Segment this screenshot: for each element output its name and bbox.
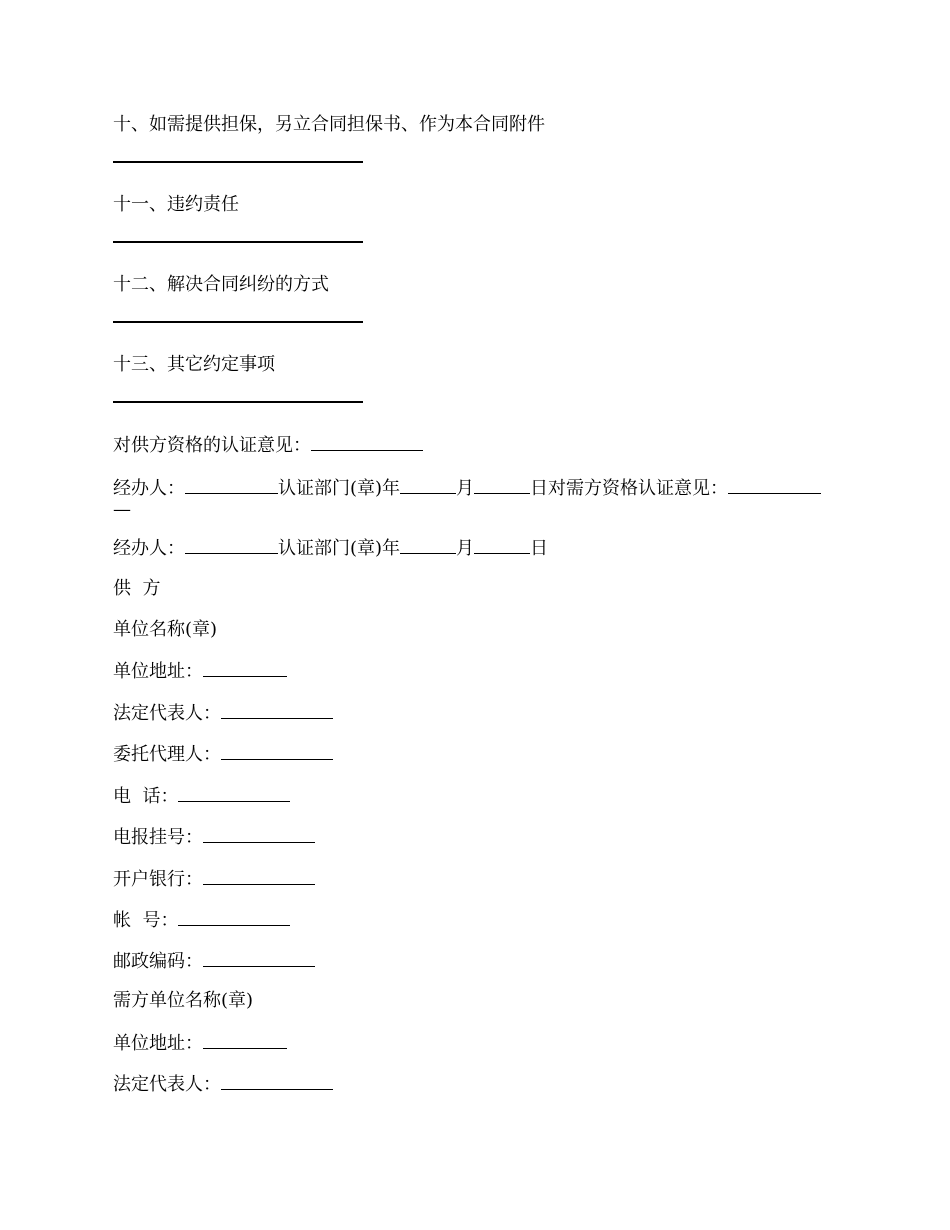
phone-blank — [178, 785, 290, 802]
year-blank — [400, 537, 456, 554]
telegraph-label: 电报挂号： — [113, 827, 203, 848]
handler-blank — [185, 477, 278, 494]
supplier-opinion-label: 对供方资格的认证意见： — [113, 435, 311, 456]
agent-label: 委托代理人： — [113, 744, 221, 765]
supplier-phone-line — [113, 785, 290, 808]
section-10-heading: 十、如需提供担保，另立合同担保书、作为本合同附件 — [113, 114, 545, 135]
supplier-opinion-blank — [311, 434, 423, 451]
handler-blank — [185, 537, 278, 554]
legal-rep-label: 法定代表人： — [113, 703, 221, 724]
section-12-rule — [113, 321, 363, 323]
address-blank — [203, 660, 287, 677]
section-11-rule — [113, 241, 363, 243]
section-13-heading: 十三、其它约定事项 — [113, 354, 275, 375]
buyer-company-name: 需方单位名称(章) — [113, 990, 254, 1011]
supplier-telegraph-line — [113, 826, 315, 849]
postal-label: 邮政编码： — [113, 951, 203, 972]
handler-label: 经办人： — [113, 478, 185, 499]
section-11-heading: 十一、违约责任 — [113, 194, 239, 215]
supplier-agent-line — [113, 743, 333, 766]
bank-blank — [203, 868, 315, 885]
dept-label: 认证部门(章)年 — [278, 538, 401, 559]
handler-line-1 — [113, 477, 821, 500]
buyer-legal-rep-line — [113, 1073, 333, 1096]
continuation-dash: — — [113, 499, 131, 520]
phone-label: 电 话： — [113, 786, 179, 807]
supplier-opinion-line — [113, 434, 423, 457]
legal-rep-label: 法定代表人： — [113, 1074, 221, 1095]
telegraph-blank — [203, 826, 315, 843]
agent-blank — [221, 743, 333, 760]
account-blank — [178, 909, 290, 926]
handler-line-2 — [113, 537, 548, 560]
supplier-postal-line — [113, 950, 315, 973]
supplier-account-line — [113, 909, 290, 932]
section-10-rule — [113, 161, 363, 163]
dept-label: 认证部门(章)年 — [278, 478, 401, 499]
address-label: 单位地址： — [113, 661, 203, 682]
legal-rep-blank — [221, 702, 333, 719]
supplier-bank-line — [113, 868, 315, 891]
address-label: 单位地址： — [113, 1033, 203, 1054]
month-label: 月 — [456, 478, 475, 499]
section-13-rule — [113, 401, 363, 403]
supplier-address-line — [113, 660, 287, 683]
buyer-opinion-blank — [728, 477, 821, 494]
address-blank — [203, 1032, 287, 1049]
account-label: 帐 号： — [113, 910, 179, 931]
handler-label: 经办人： — [113, 538, 185, 559]
buyer-address-line — [113, 1032, 287, 1055]
month-blank — [474, 477, 530, 494]
bank-label: 开户银行： — [113, 869, 203, 890]
legal-rep-blank — [221, 1073, 333, 1090]
section-12-heading: 十二、解决合同纠纷的方式 — [113, 274, 329, 295]
day-label: 日 — [530, 538, 549, 559]
supplier-company-name: 单位名称(章) — [113, 619, 218, 640]
buyer-opinion-label: 日对需方资格认证意见： — [530, 478, 729, 499]
month-label: 月 — [456, 538, 475, 559]
month-blank — [474, 537, 530, 554]
postal-blank — [203, 950, 315, 967]
supplier-legal-rep-line — [113, 702, 333, 725]
year-blank — [400, 477, 456, 494]
supplier-title: 供 方 — [113, 578, 161, 599]
